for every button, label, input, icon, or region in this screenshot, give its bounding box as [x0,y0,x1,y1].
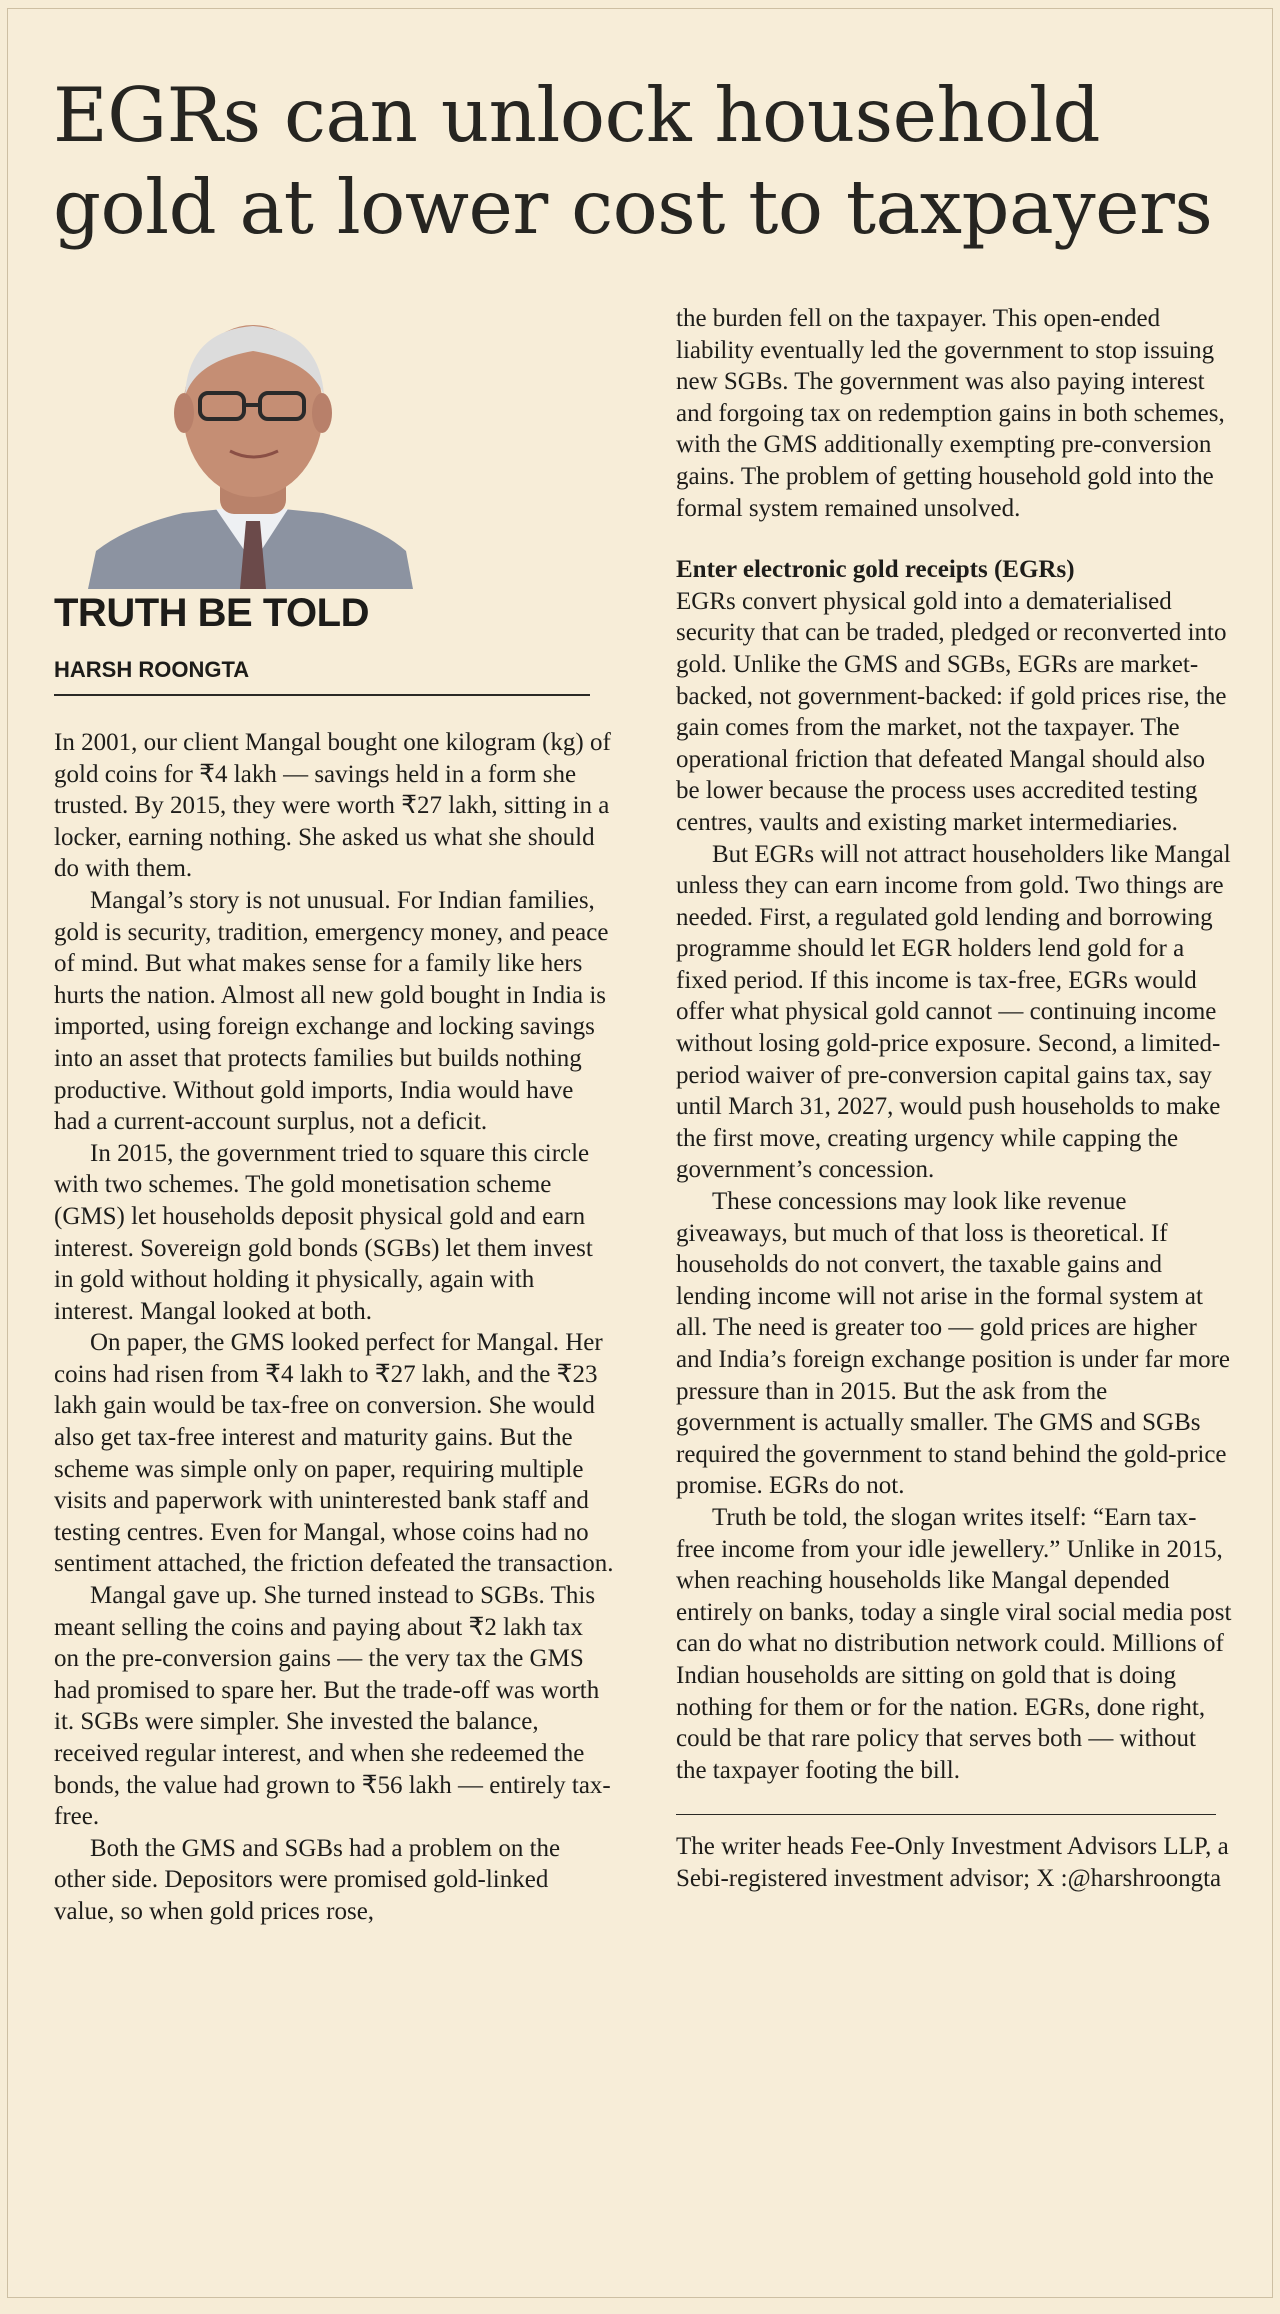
left-column [54,727,614,1928]
footer-divider [676,1814,1216,1815]
paragraph: In 2001, our client Mangal bought one kilogram (kg) of gold coins for ₹4 lakh — savings held in a form she trusted. By 2015, they were worth ₹27 lakh, sitting in a locker, earning nothing. She asked us what she should do with them. [54,729,611,883]
headline: EGRs can unlock household gold at lower cost to taxpayers [53,71,1213,251]
paragraph: These concessions may look like revenue giveaways, but much of that loss is theoretical. If households do not convert, the taxable gains and lending income will not arise in the formal system at all. The need is greater too — gold prices are higher and India’s foreign exchange position is under far more pressure than in 2015. But the ask from the government is actually smaller. The GMS and SGBs required the government to stand behind the gold-price promise. EGRs do not. [676,1188,1230,1500]
author-note [676,1831,1232,1894]
author-portrait-icon [88,301,413,589]
paragraph: Truth be told, the slogan writes itself: “Earn tax-free income from your idle jewellery.” Unlike in 2015, when reaching households like Mangal depended entirely on banks, today a single viral social media post can do what no distribution network could. Millions of Indian households are sitting on gold that is doing nothing for them or for the nation. EGRs, done right, could be that rare policy that serves both — without the taxpayer footing the bill. [676,1503,1232,1784]
byline-divider [54,694,590,696]
paragraph: In 2015, the government tried to square this circle with two schemes. The gold monetisation scheme (GMS) let households deposit physical gold and earn interest. Sovereign gold bonds (SGBs) let them invest in gold without holding it physically, again with interest. Mangal looked at both. [54,1139,593,1325]
author-photo [88,301,413,589]
paragraph: But EGRs will not attract householders like Mangal unless they can earn income from gold. Two things are needed. First, a regulated gold lending and borrowing programme should let EGR holders lend gold for a fixed period. If this income is tax-free, EGRs would offer what physical gold cannot — continuing income without losing gold-price exposure. Second, a limited-period waiver of pre-conversion capital gains tax, say until March 31, 2027, would push households to make the first move, creating urgency while capping the government’s concession. [676,840,1231,1184]
paragraph: Mangal’s story is not unusual. For Indian families, gold is security, tradition, emergency money, and peace of mind. But what makes sense for a family like hers hurts the nation. Almost all new gold bought in India is imported, using foreign exchange and locking savings into an asset that protects families but builds nothing productive. Without gold imports, India would have had a current-account surplus, not a deficit. [54,886,609,1136]
right-column [676,303,1232,1895]
paragraph: EGRs convert physical gold into a dematerialised security that can be traded, pledged or reconverted into gold. Unlike the GMS and SGBs, EGRs are market-backed, not government-backed: if gold prices rise, the gain comes from the market, not the taxpayer. The operational friction that defeated Mangal should also be lower because the process uses accredited testing centres, vaults and existing market intermediaries. [676,587,1227,836]
section-subhead: Enter electronic gold receipts (EGRs) [676,556,1075,584]
newspaper-page [7,8,1273,2298]
column-label: TRUTH BE TOLD [54,591,369,635]
paragraph: the burden fell on the taxpayer. This open-ended liability eventually led the government to stop issuing new SGBs. The government was also paying interest and forgoing tax on redemption gains in both schemes, with the GMS additionally exempting pre-conversion gains. The problem of getting household gold into the formal system remained unsolved. [676,305,1225,522]
author-note-text: The writer heads Fee-Only Investment Advisors LLP, a Sebi-registered investment advisor; X :@harshroongta [676,1833,1229,1892]
paragraph: Mangal gave up. She turned instead to SGBs. This meant selling the coins and paying about ₹2 lakh tax on the pre-conversion gains — the very tax the GMS had promised to spare her. But the trade-off was worth it. SGBs were simpler. She invested the balance, received regular interest, and when she redeemed the bonds, the value had grown to ₹56 lakh — entirely tax-free. [54,1582,611,1831]
paragraph: On paper, the GMS looked perfect for Mangal. Her coins had risen from ₹4 lakh to ₹27 lakh, and the ₹23 lakh gain would be tax-free on conversion. She would also get tax-free interest and maturity gains. But the scheme was simple only on paper, requiring multiple visits and paperwork with uninterested bank staff and testing centres. Even for Mangal, whose coins had no sentiment attached, the friction defeated the transaction. [54,1329,614,1578]
paragraph: Both the GMS and SGBs had a problem on the other side. Depositors were promised gold-linked value, so when gold prices rose, [54,1834,561,1925]
author-byline: HARSH ROONGTA [54,657,250,682]
